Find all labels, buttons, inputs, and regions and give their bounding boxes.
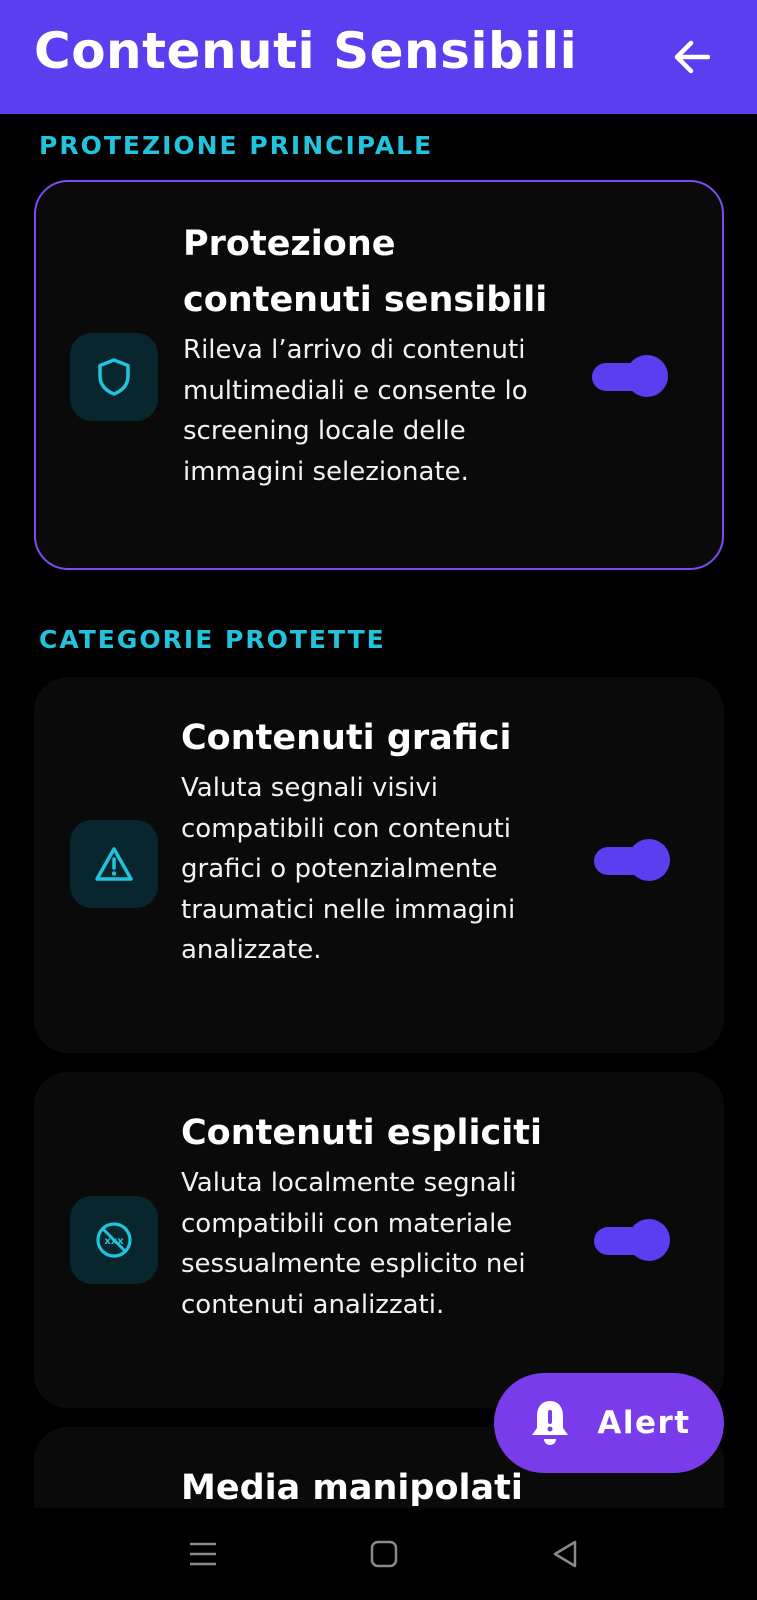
card-description: Valuta segnali visivi compatibili con contenuti grafici o potenzialmente traumatici nelle immagini analizzate. [181, 773, 516, 965]
section-label-categories: CATEGORIE PROTETTE [39, 625, 386, 654]
card-description: Rileva l’arrivo di contenuti multimediali e consente lo screening locale delle immagini selezionate. [183, 335, 528, 487]
alert-fab-button[interactable] [494, 1373, 724, 1473]
arrow-left-icon [674, 40, 710, 74]
card-explicit-content[interactable] [34, 1072, 724, 1408]
shield-icon [96, 357, 132, 397]
card-title-line2: contenuti sensibili [183, 280, 548, 320]
card-text [181, 1460, 551, 1508]
nav-home-button[interactable] [362, 1532, 406, 1576]
card-description: Valuta localmente segnali compatibili con materiale sessualmente esplicito nei contenuti analizzati. [181, 1168, 526, 1320]
icon-container [70, 1196, 158, 1284]
home-square-icon [362, 1532, 406, 1576]
warning-triangle-icon [94, 846, 134, 882]
card-text [181, 710, 551, 971]
icon-container [70, 333, 158, 421]
card-text [183, 216, 553, 492]
fab-label: Alert [597, 1405, 691, 1441]
card-title-line1: Protezione [183, 224, 396, 264]
section-label-main: PROTEZIONE PRINCIPALE [39, 131, 434, 160]
menu-icon [181, 1532, 225, 1576]
toggle-main-protection[interactable] [592, 358, 668, 394]
icon-container [70, 820, 158, 908]
triangle-back-icon [543, 1532, 587, 1576]
svg-text:xxx: xxx [104, 1236, 124, 1247]
xxx-blocked-icon [94, 1220, 134, 1260]
card-title: Contenuti grafici [181, 718, 512, 758]
card-title: Media manipolati [181, 1468, 523, 1508]
card-graphic-content[interactable] [34, 677, 724, 1053]
app-bar [0, 0, 757, 114]
nav-menu-button[interactable] [181, 1532, 225, 1576]
back-button[interactable] [667, 32, 717, 82]
toggle-thumb [626, 355, 668, 397]
card-text [181, 1105, 551, 1325]
toggle-explicit-content[interactable] [594, 1222, 670, 1258]
nav-back-button[interactable] [543, 1532, 587, 1576]
toggle-thumb [628, 839, 670, 881]
settings-scroll-area[interactable] [0, 114, 757, 1508]
system-nav-bar [0, 1508, 757, 1600]
card-title: Contenuti espliciti [181, 1113, 542, 1153]
toggle-thumb [628, 1219, 670, 1261]
toggle-graphic-content[interactable] [594, 842, 670, 878]
page-title: Contenuti Sensibili [34, 22, 578, 80]
card-sensitive-content-protection[interactable] [34, 180, 724, 570]
bell-alert-icon [527, 1398, 573, 1448]
